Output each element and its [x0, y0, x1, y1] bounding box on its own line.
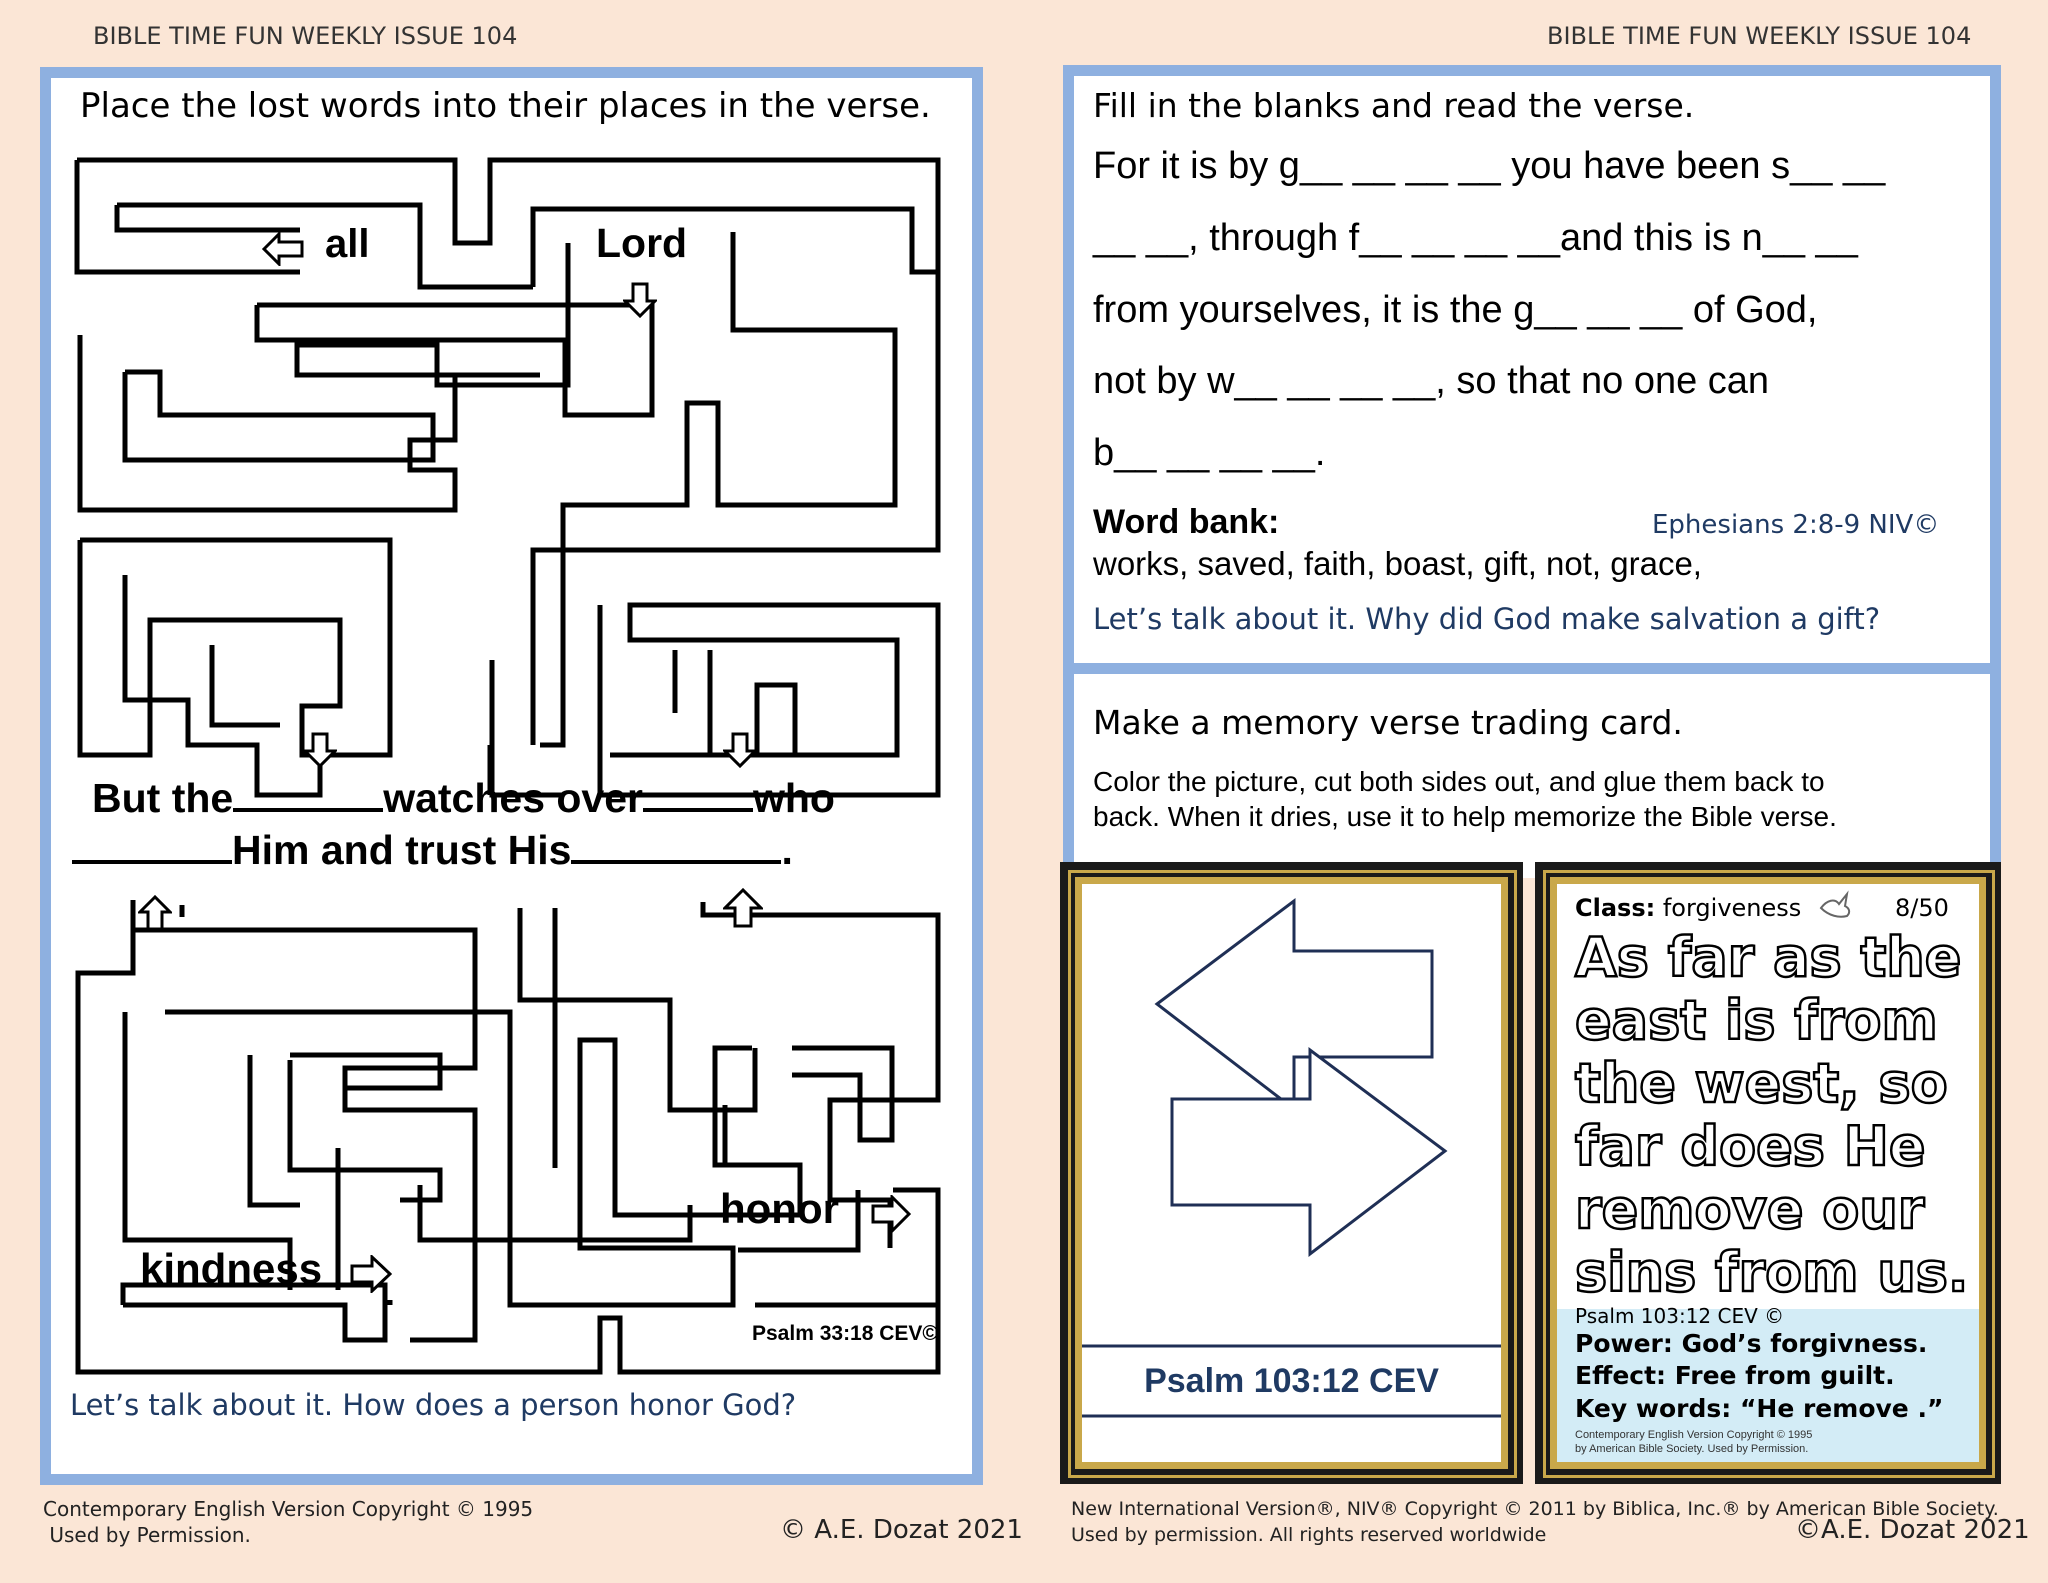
card-back-power: Power: God’s forgivness.	[1575, 1329, 1928, 1358]
maze-reference: Psalm 33:18 CEV©	[752, 1322, 938, 1345]
maze-word-lord: Lord	[596, 220, 688, 266]
up-arrow-icon	[138, 895, 172, 931]
fill-instruction: Fill in the blanks and read the verse.	[1093, 86, 1695, 125]
card-back-effect: Effect: Free from guilt.	[1575, 1361, 1895, 1390]
footer-right-copyright: New International Version®, NIV® Copyright © 2011 by Biblica, Inc.® by American Bible Society. Used by permission. All rights reserved worldwide	[1071, 1498, 1999, 1546]
word-bank-list: works, saved, faith, boast, gift, not, grace,	[1093, 545, 1702, 582]
left-arrow-icon	[1157, 901, 1432, 1109]
card-back-key-words: Key words: “He remove .”	[1575, 1394, 1944, 1423]
right-arrow-icon	[350, 1255, 392, 1293]
card-back-number: 8/50	[1895, 894, 1949, 922]
card-back-verse: As far as the east is from the west, so far does He remove our sins from us.	[1575, 926, 1969, 1304]
card-back-copyright: Contemporary English Version Copyright © 1995 by American Bible Society. Used by Permission.	[1575, 1429, 1813, 1455]
dove-icon	[1817, 890, 1853, 922]
maze-word-all: all	[325, 222, 370, 266]
footer-left-copyright: Contemporary English Version Copyright © 1995 Used by Permission.	[43, 1497, 534, 1547]
card-back	[1535, 862, 2001, 1484]
fill-verse-line-2: __ __, through f__ __ __ __and this is n__ __	[1093, 217, 1858, 259]
fill-reference: Ephesians 2:8-9 NIV©	[1652, 510, 1940, 540]
right-arrow-icon	[1172, 1050, 1445, 1254]
footer-left-author: © A.E. Dozat 2021	[780, 1515, 1023, 1545]
card-back-reference: Psalm 103:12 CEV ©	[1575, 1304, 1785, 1328]
card-title: Make a memory verse trading card.	[1093, 703, 1683, 742]
verse-line-2: Him and trust His .	[72, 824, 793, 874]
maze-word-kindness: kindness	[140, 1245, 323, 1292]
card-front-reference: Psalm 103:12 CEV	[1144, 1362, 1439, 1400]
card-instructions-line-2: back. When it dries, use it to help memorize the Bible verse.	[1093, 801, 1837, 832]
fill-verse-line-1: For it is by g__ __ __ __ you have been s__ __	[1093, 145, 1886, 187]
card-front	[1060, 862, 1523, 1484]
footer-right-author: ©A.E. Dozat 2021	[1795, 1515, 2030, 1545]
right-arrow-icon	[871, 1195, 911, 1233]
maze-instruction: Place the lost words into their places in the verse.	[80, 86, 931, 126]
verse-line-1: But the watches over who	[92, 772, 835, 822]
card-instructions-line-1: Color the picture, cut both sides out, and glue them back to	[1093, 766, 1825, 797]
maze-word-honor: honor	[720, 1185, 839, 1232]
up-arrow-icon	[723, 888, 763, 928]
fill-verse-line-3: from yourselves, it is the g__ __ __ of God,	[1093, 289, 1818, 331]
maze-talk-question: Let’s talk about it. How does a person honor God?	[70, 1388, 797, 1422]
issue-header-right: BIBLE TIME FUN WEEKLY ISSUE 104	[1547, 22, 1972, 50]
fill-talk-question: Let’s talk about it. Why did God make salvation a gift?	[1093, 602, 1881, 636]
fill-verse-line-5: b__ __ __ __.	[1093, 432, 1326, 474]
fill-verse-line-4: not by w__ __ __ __, so that no one can	[1093, 360, 1770, 402]
card-back-class: Class: forgiveness	[1575, 894, 1802, 922]
word-bank-label: Word bank:	[1093, 503, 1280, 541]
issue-header-left: BIBLE TIME FUN WEEKLY ISSUE 104	[93, 22, 518, 50]
